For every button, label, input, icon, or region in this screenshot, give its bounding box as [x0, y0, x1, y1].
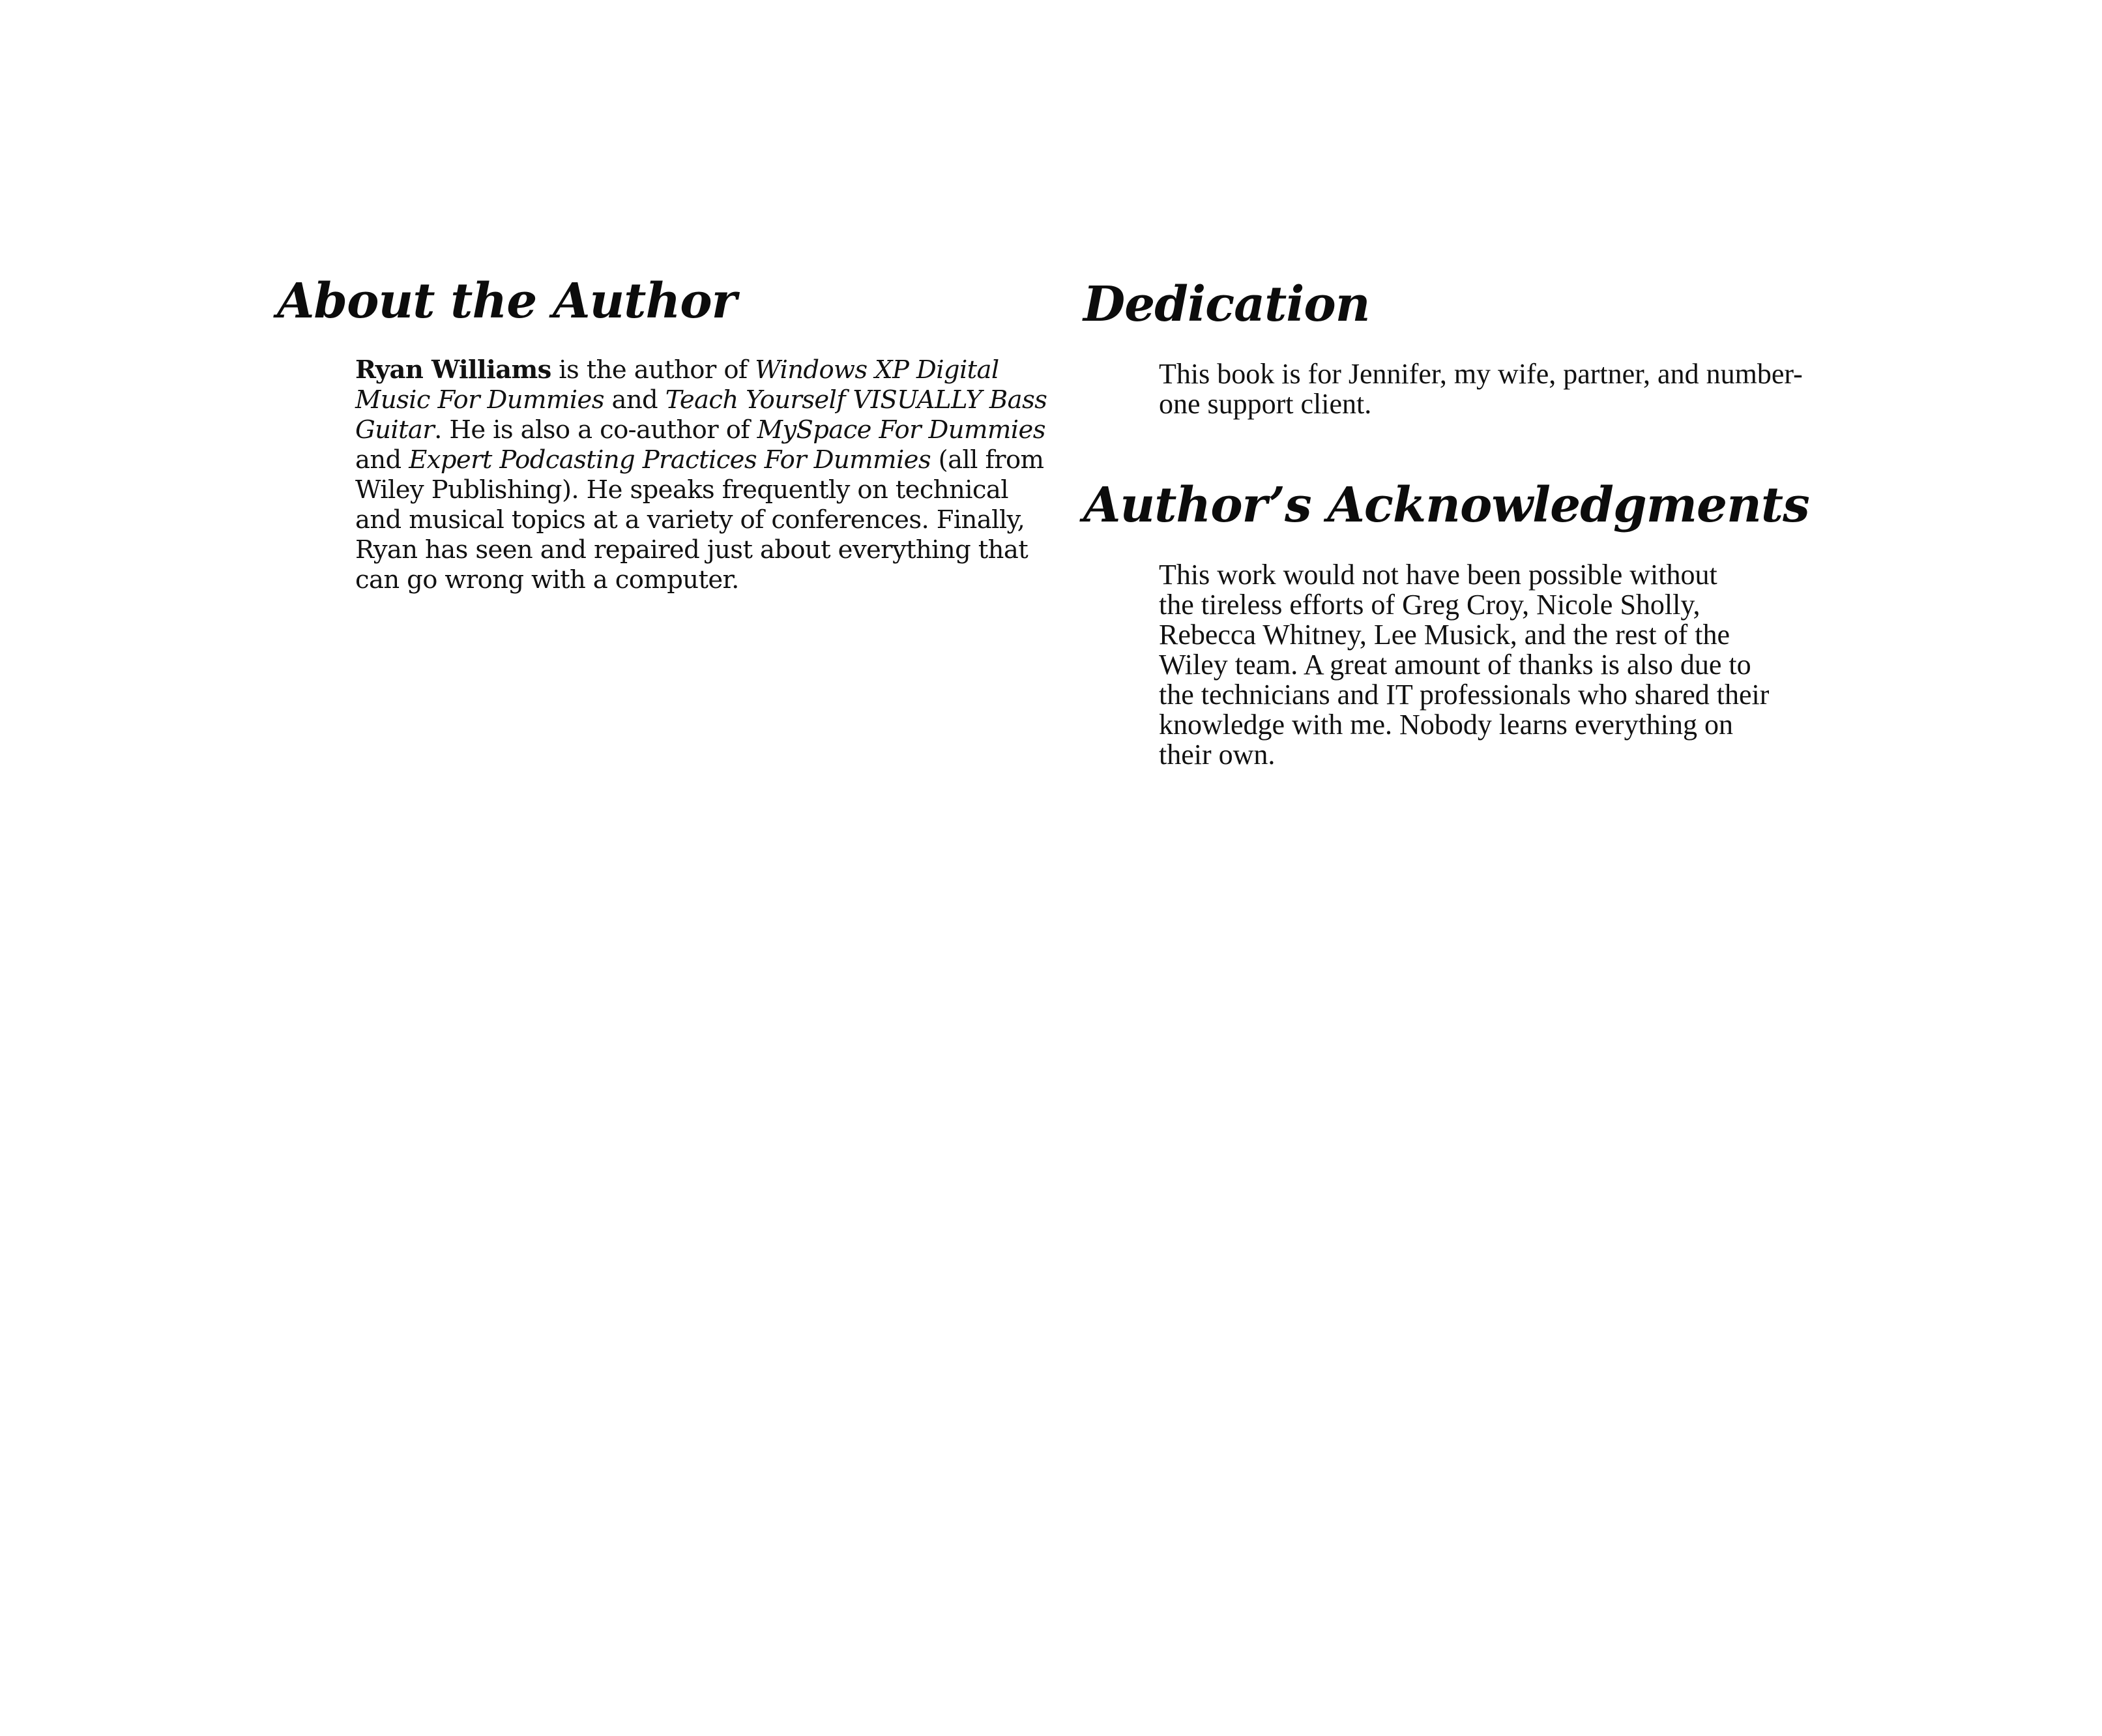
about-author-line: [355, 385, 1047, 415]
author-name: Ryan Williams: [355, 355, 551, 385]
about-text-run: and musical topics at a variety of conferences. Finally,: [355, 505, 1025, 535]
acknowledgments-line: the technicians and IT professionals who shared their: [1159, 679, 1770, 711]
about-text-run: . He is also a co-author of: [434, 415, 757, 445]
about-author-line: [355, 505, 1025, 535]
about-text-run: is the author of: [551, 355, 755, 385]
about-author-heading: About the Author: [277, 273, 737, 329]
acknowledgments-line: Rebecca Whitney, Lee Musick, and the rest of the: [1159, 619, 1730, 651]
acknowledgments-heading: Author’s Acknowledgments: [1083, 477, 1809, 533]
about-author-line: [355, 445, 1044, 475]
about-text-run: (all from: [931, 445, 1044, 475]
about-author-line: [355, 475, 1014, 505]
about-text-run: and: [355, 445, 409, 475]
about-text-run: Wiley Publishing). He speaks frequently on technical: [355, 475, 1008, 505]
book-title: MySpace For Dummies: [757, 415, 1045, 445]
dedication-line: one support client.: [1159, 388, 1372, 420]
acknowledgments-line: their own.: [1159, 739, 1276, 771]
acknowledgments-paragraph: [1159, 560, 1830, 770]
book-title: Teach Yourself VISUALLY Bass: [665, 385, 1047, 415]
book-title: Windows XP Digital: [755, 355, 999, 385]
book-title: Music For Dummies: [355, 385, 604, 415]
book-title: Expert Podcasting Practices For Dummies: [409, 445, 931, 475]
dedication-line: This book is for Jennifer, my wife, partner, and number-: [1159, 358, 1803, 390]
acknowledgments-line: Wiley team. A great amount of thanks is also due to: [1159, 649, 1751, 681]
about-text-run: and: [604, 385, 665, 415]
book-title: Guitar: [355, 415, 435, 445]
acknowledgments-line: This work would not have been possible without: [1159, 559, 1717, 591]
about-text-run: Ryan has seen and repaired just about everything that: [355, 535, 1029, 565]
acknowledgments-line: the tireless efforts of Greg Croy, Nicole Sholly,: [1159, 589, 1701, 621]
about-author-paragraph: [355, 355, 1047, 595]
about-author-line: [355, 535, 1029, 565]
about-author-line: [355, 565, 1014, 595]
dedication-heading: Dedication: [1083, 276, 1370, 332]
about-author-line: [355, 415, 1045, 445]
about-author-line: [355, 355, 1014, 385]
acknowledgments-line: knowledge with me. Nobody learns everything on: [1159, 709, 1734, 741]
dedication-paragraph: [1159, 359, 1830, 419]
about-text-run: can go wrong with a computer.: [355, 565, 739, 595]
